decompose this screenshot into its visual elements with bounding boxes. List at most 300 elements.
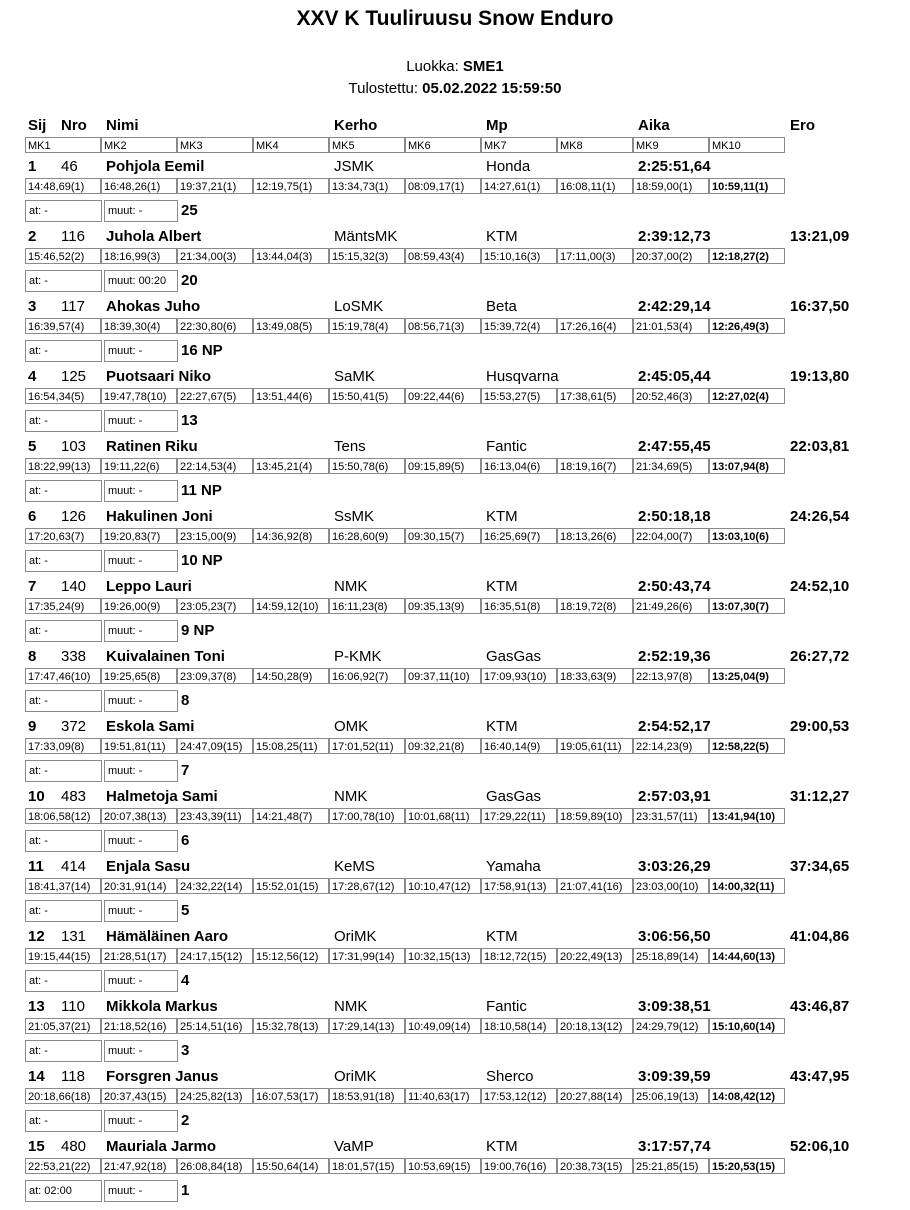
stage-time-cell: 16:08,11(1) — [557, 178, 633, 194]
rider-bike: KTM — [486, 508, 518, 525]
stage-time-cell: 14:50,28(9) — [253, 668, 329, 684]
rider-total-time: 2:50:43,74 — [638, 578, 711, 595]
stage-time-cell: 12:18,27(2) — [709, 248, 785, 264]
rider-bike: Sherco — [486, 1068, 534, 1085]
stage-time-cell: 14:59,12(10) — [253, 598, 329, 614]
rider-club: VaMP — [334, 1138, 374, 1155]
rider-position: 15 — [28, 1138, 45, 1155]
rider-bike: KTM — [486, 928, 518, 945]
stage-time-cell: 10:01,68(11) — [405, 808, 481, 824]
rider-total-time: 2:47:55,45 — [638, 438, 711, 455]
stage-time-cell: 15:19,78(4) — [329, 318, 405, 334]
rider-points: 9 NP — [181, 622, 215, 639]
stage-time-cell: 13:45,21(4) — [253, 458, 329, 474]
stage-time-cell: 15:46,52(2) — [25, 248, 101, 264]
rider-number: 118 — [61, 1068, 85, 1085]
stage-time-cell: 21:07,41(16) — [557, 878, 633, 894]
rider-gap: 13:21,09 — [790, 228, 850, 245]
rider-name: Juhola Albert — [106, 228, 202, 245]
stage-time-cell: 14:48,69(1) — [25, 178, 101, 194]
stage-time-cell: 24:25,82(13) — [177, 1088, 253, 1104]
rider-gap: 43:47,95 — [790, 1068, 850, 1085]
stage-time-cell: 18:33,63(9) — [557, 668, 633, 684]
rider-gap: 16:37,50 — [790, 298, 850, 315]
rider-name: Mauriala Jarmo — [106, 1138, 217, 1155]
stage-time-cell: 20:18,66(18) — [25, 1088, 101, 1104]
stage-time-cell: 11:40,63(17) — [405, 1088, 481, 1104]
penalty-other-box: muut: 00:20 — [104, 270, 178, 292]
rider-name: Mikkola Markus — [106, 998, 218, 1015]
rider-position: 13 — [28, 998, 45, 1015]
rider-points: 2 — [181, 1112, 190, 1129]
stage-time-cell: 24:17,15(12) — [177, 948, 253, 964]
stage-time-cell: 18:01,57(15) — [329, 1158, 405, 1174]
rider-name: Kuivalainen Toni — [106, 648, 225, 665]
stage-time-cell: 18:12,72(15) — [481, 948, 557, 964]
penalty-at-box: at: - — [25, 550, 102, 572]
stage-time-cell: 09:32,21(8) — [405, 738, 481, 754]
stage-time-cell: 14:21,48(7) — [253, 808, 329, 824]
rider-row — [0, 718, 910, 788]
penalty-other-box: muut: - — [104, 690, 178, 712]
rider-position: 1 — [28, 158, 37, 175]
stage-time-cell: 10:53,69(15) — [405, 1158, 481, 1174]
stage-time-cell: 16:06,92(7) — [329, 668, 405, 684]
rider-number: 414 — [61, 858, 87, 875]
rider-position: 5 — [28, 438, 37, 455]
stage-time-cell: 25:18,89(14) — [633, 948, 709, 964]
rider-gap: 26:27,72 — [790, 648, 850, 665]
stage-time-cell: 25:06,19(13) — [633, 1088, 709, 1104]
stage-time-cell: 25:14,51(16) — [177, 1018, 253, 1034]
rider-total-time: 2:42:29,14 — [638, 298, 711, 315]
stage-time-cell: 20:38,73(15) — [557, 1158, 633, 1174]
stage-time-cell: 15:52,01(15) — [253, 878, 329, 894]
stage-time-cell: 18:53,91(18) — [329, 1088, 405, 1104]
stage-header-cell: MK3 — [177, 137, 253, 153]
rider-total-time: 2:52:19,36 — [638, 648, 711, 665]
rider-row — [0, 578, 910, 648]
class-label: Luokka: — [406, 58, 459, 75]
stage-time-cell: 17:35,24(9) — [25, 598, 101, 614]
rider-gap: 22:03,81 — [790, 438, 850, 455]
rider-club: NMK — [334, 788, 368, 805]
stage-time-cell: 17:00,78(10) — [329, 808, 405, 824]
rider-bike: KTM — [486, 578, 518, 595]
rider-total-time: 2:25:51,64 — [638, 158, 711, 175]
rider-bike: Honda — [486, 158, 531, 175]
rider-position: 2 — [28, 228, 37, 245]
stage-time-cell: 16:13,04(6) — [481, 458, 557, 474]
rider-number: 131 — [61, 928, 87, 945]
rider-club: JSMK — [334, 158, 375, 175]
rider-row — [0, 438, 910, 508]
rider-name: Ratinen Riku — [106, 438, 198, 455]
rider-row — [0, 1138, 910, 1208]
stage-time-cell: 19:00,76(16) — [481, 1158, 557, 1174]
rider-points: 7 — [181, 762, 190, 779]
penalty-other-box: muut: - — [104, 760, 178, 782]
rider-club: NMK — [334, 998, 368, 1015]
stage-time-cell: 12:26,49(3) — [709, 318, 785, 334]
rider-row — [0, 298, 910, 368]
stage-time-cell: 18:19,16(7) — [557, 458, 633, 474]
stage-time-cell: 19:37,21(1) — [177, 178, 253, 194]
rider-points: 16 NP — [181, 342, 223, 359]
rider-bike: KTM — [486, 228, 518, 245]
stage-time-cell: 17:53,12(12) — [481, 1088, 557, 1104]
stage-time-cell: 13:25,04(9) — [709, 668, 785, 684]
stage-time-cell: 23:43,39(11) — [177, 808, 253, 824]
rider-gap: 41:04,86 — [790, 928, 850, 945]
rider-row — [0, 368, 910, 438]
stage-time-cell: 18:41,37(14) — [25, 878, 101, 894]
stage-header-cell: MK9 — [633, 137, 709, 153]
rider-bike: KTM — [486, 718, 518, 735]
stage-time-cell: 21:01,53(4) — [633, 318, 709, 334]
rider-total-time: 2:57:03,91 — [638, 788, 711, 805]
stage-time-cell: 12:58,22(5) — [709, 738, 785, 754]
rider-club: KeMS — [334, 858, 375, 875]
stage-time-cell: 08:09,17(1) — [405, 178, 481, 194]
stage-time-cell: 10:10,47(12) — [405, 878, 481, 894]
stage-time-cell: 19:05,61(11) — [557, 738, 633, 754]
stage-time-cell: 17:38,61(5) — [557, 388, 633, 404]
rider-number: 116 — [61, 228, 85, 245]
header-mp: Mp — [486, 117, 508, 134]
stage-time-cell: 16:40,14(9) — [481, 738, 557, 754]
rider-points: 6 — [181, 832, 190, 849]
rider-points: 3 — [181, 1042, 190, 1059]
stage-time-cell: 17:29,14(13) — [329, 1018, 405, 1034]
rider-club: OriMK — [334, 928, 377, 945]
rider-number: 338 — [61, 648, 87, 665]
rider-name: Halmetoja Sami — [106, 788, 218, 805]
penalty-at-box: at: - — [25, 690, 102, 712]
stage-time-cell: 16:48,26(1) — [101, 178, 177, 194]
stage-time-cell: 21:49,26(6) — [633, 598, 709, 614]
rider-row — [0, 858, 910, 928]
penalty-at-box: at: - — [25, 830, 102, 852]
stage-time-cell: 21:05,37(21) — [25, 1018, 101, 1034]
rider-club: P-KMK — [334, 648, 382, 665]
stage-time-cell: 23:15,00(9) — [177, 528, 253, 544]
penalty-at-box: at: - — [25, 340, 102, 362]
stage-time-cell: 15:50,78(6) — [329, 458, 405, 474]
rider-name: Ahokas Juho — [106, 298, 201, 315]
stage-time-cell: 20:22,49(13) — [557, 948, 633, 964]
rider-position: 9 — [28, 718, 37, 735]
rider-bike: Husqvarna — [486, 368, 559, 385]
stage-time-cell: 15:53,27(5) — [481, 388, 557, 404]
stage-time-cell: 14:00,32(11) — [709, 878, 785, 894]
penalty-at-box: at: - — [25, 410, 102, 432]
stage-time-cell: 19:51,81(11) — [101, 738, 177, 754]
penalty-other-box: muut: - — [104, 900, 178, 922]
stage-time-cell: 10:49,09(14) — [405, 1018, 481, 1034]
rider-gap: 24:26,54 — [790, 508, 850, 525]
stage-header-cell: MK5 — [329, 137, 405, 153]
stage-time-cell: 17:20,63(7) — [25, 528, 101, 544]
stage-time-cell: 15:12,56(12) — [253, 948, 329, 964]
rider-points: 10 NP — [181, 552, 223, 569]
stage-time-cell: 12:27,02(4) — [709, 388, 785, 404]
rider-name: Hämäläinen Aaro — [106, 928, 228, 945]
rider-number: 483 — [61, 788, 87, 805]
stage-time-cell: 16:54,34(5) — [25, 388, 101, 404]
penalty-at-box: at: - — [25, 480, 102, 502]
penalty-other-box: muut: - — [104, 340, 178, 362]
stage-time-cell: 21:34,00(3) — [177, 248, 253, 264]
stage-time-cell: 20:31,91(14) — [101, 878, 177, 894]
class-line — [0, 58, 910, 75]
stage-time-cell: 19:47,78(10) — [101, 388, 177, 404]
stage-time-cell: 24:29,79(12) — [633, 1018, 709, 1034]
rider-row — [0, 1068, 910, 1138]
penalty-at-box: at: - — [25, 270, 102, 292]
rider-bike: Fantic — [486, 438, 527, 455]
penalty-at-box: at: - — [25, 200, 102, 222]
rider-club: NMK — [334, 578, 368, 595]
rider-points: 4 — [181, 972, 190, 989]
stage-time-cell: 18:13,26(6) — [557, 528, 633, 544]
stage-time-cell: 24:47,09(15) — [177, 738, 253, 754]
penalty-other-box: muut: - — [104, 550, 178, 572]
rider-position: 10 — [28, 788, 45, 805]
printed-line — [0, 80, 910, 97]
rider-row — [0, 508, 910, 578]
rider-bike: Yamaha — [486, 858, 541, 875]
stage-time-cell: 19:26,00(9) — [101, 598, 177, 614]
stage-time-cell: 17:11,00(3) — [557, 248, 633, 264]
stage-time-cell: 20:27,88(14) — [557, 1088, 633, 1104]
rider-points: 25 — [181, 202, 198, 219]
rider-total-time: 2:54:52,17 — [638, 718, 711, 735]
rider-total-time: 2:39:12,73 — [638, 228, 711, 245]
stage-time-cell: 21:28,51(17) — [101, 948, 177, 964]
rider-total-time: 2:45:05,44 — [638, 368, 711, 385]
rider-number: 480 — [61, 1138, 87, 1155]
rider-position: 3 — [28, 298, 37, 315]
stage-time-cell: 18:19,72(8) — [557, 598, 633, 614]
stage-time-cell: 22:13,97(8) — [633, 668, 709, 684]
stage-header-cell: MK4 — [253, 137, 329, 153]
stage-time-cell: 16:07,53(17) — [253, 1088, 329, 1104]
stage-time-cell: 17:33,09(8) — [25, 738, 101, 754]
rider-total-time: 3:17:57,74 — [638, 1138, 711, 1155]
stage-time-cell: 15:10,16(3) — [481, 248, 557, 264]
rider-name: Eskola Sami — [106, 718, 195, 735]
stage-time-cell: 19:15,44(15) — [25, 948, 101, 964]
penalty-other-box: muut: - — [104, 620, 178, 642]
printed-label: Tulostettu: — [348, 80, 418, 97]
penalty-at-box: at: - — [25, 620, 102, 642]
stage-time-cell: 17:09,93(10) — [481, 668, 557, 684]
stage-time-cell: 18:16,99(3) — [101, 248, 177, 264]
rider-position: 8 — [28, 648, 37, 665]
rider-gap: 29:00,53 — [790, 718, 850, 735]
rider-total-time: 3:03:26,29 — [638, 858, 711, 875]
stage-time-cell: 15:10,60(14) — [709, 1018, 785, 1034]
stage-time-cell: 13:41,94(10) — [709, 808, 785, 824]
stage-header-cell: MK10 — [709, 137, 785, 153]
stage-time-cell: 13:34,73(1) — [329, 178, 405, 194]
printed-value: 05.02.2022 15:59:50 — [422, 80, 562, 97]
rider-row — [0, 928, 910, 998]
stage-time-cell: 21:47,92(18) — [101, 1158, 177, 1174]
rider-number: 140 — [61, 578, 87, 595]
rider-gap: 24:52,10 — [790, 578, 850, 595]
rider-position: 11 — [28, 858, 44, 875]
rider-name: Puotsaari Niko — [106, 368, 212, 385]
rider-club: OMK — [334, 718, 369, 735]
stage-time-cell: 16:11,23(8) — [329, 598, 405, 614]
stage-time-cell: 14:36,92(8) — [253, 528, 329, 544]
rider-position: 14 — [28, 1068, 45, 1085]
stage-header-cell: MK1 — [25, 137, 101, 153]
stage-time-cell: 22:27,67(5) — [177, 388, 253, 404]
penalty-other-box: muut: - — [104, 1180, 178, 1202]
rider-name: Pohjola Eemil — [106, 158, 205, 175]
stage-header-cell: MK2 — [101, 137, 177, 153]
stage-header-row — [25, 137, 805, 157]
header-ero: Ero — [790, 117, 816, 134]
rider-bike: GasGas — [486, 648, 542, 665]
rider-name: Leppo Lauri — [106, 578, 192, 595]
rider-row — [0, 158, 910, 228]
stage-time-cell: 15:32,78(13) — [253, 1018, 329, 1034]
stage-time-cell: 20:18,13(12) — [557, 1018, 633, 1034]
rider-points: 13 — [181, 412, 198, 429]
rider-points: 8 — [181, 692, 190, 709]
rider-bike: Fantic — [486, 998, 527, 1015]
rider-points: 5 — [181, 902, 190, 919]
stage-time-cell: 18:59,00(1) — [633, 178, 709, 194]
penalty-other-box: muut: - — [104, 480, 178, 502]
stage-time-cell: 13:07,94(8) — [709, 458, 785, 474]
stage-time-cell: 13:51,44(6) — [253, 388, 329, 404]
stage-time-cell: 09:15,89(5) — [405, 458, 481, 474]
stage-time-cell: 23:03,00(10) — [633, 878, 709, 894]
stage-time-cell: 14:44,60(13) — [709, 948, 785, 964]
stage-time-cell: 16:25,69(7) — [481, 528, 557, 544]
rider-gap: 43:46,87 — [790, 998, 850, 1015]
rider-total-time: 3:09:38,51 — [638, 998, 711, 1015]
rider-club: LoSMK — [334, 298, 384, 315]
stage-time-cell: 17:01,52(11) — [329, 738, 405, 754]
rider-points: 1 — [181, 1182, 190, 1199]
stage-time-cell: 15:20,53(15) — [709, 1158, 785, 1174]
header-nro: Nro — [61, 117, 87, 134]
stage-time-cell: 10:59,11(1) — [709, 178, 785, 194]
rider-row — [0, 228, 910, 298]
rider-number: 103 — [61, 438, 87, 455]
header-aika: Aika — [638, 117, 670, 134]
rider-points: 11 NP — [181, 482, 222, 499]
rider-gap: 52:06,10 — [790, 1138, 850, 1155]
rider-number: 46 — [61, 158, 78, 175]
stage-time-cell: 23:09,37(8) — [177, 668, 253, 684]
stage-time-cell: 08:56,71(3) — [405, 318, 481, 334]
rider-club: OriMK — [334, 1068, 377, 1085]
penalty-other-box: muut: - — [104, 970, 178, 992]
stage-time-cell: 18:10,58(14) — [481, 1018, 557, 1034]
rider-number: 126 — [61, 508, 87, 525]
stage-time-cell: 20:37,43(15) — [101, 1088, 177, 1104]
penalty-at-box: at: - — [25, 1110, 102, 1132]
rider-row — [0, 648, 910, 718]
stage-time-cell: 16:35,51(8) — [481, 598, 557, 614]
stage-header-cell: MK7 — [481, 137, 557, 153]
stage-time-cell: 22:53,21(22) — [25, 1158, 101, 1174]
stage-time-cell: 23:31,57(11) — [633, 808, 709, 824]
stage-time-cell: 09:35,13(9) — [405, 598, 481, 614]
stage-time-cell: 20:52,46(3) — [633, 388, 709, 404]
stage-time-cell: 17:47,46(10) — [25, 668, 101, 684]
rider-bike: GasGas — [486, 788, 542, 805]
stage-time-cell: 13:03,10(6) — [709, 528, 785, 544]
stage-time-cell: 22:04,00(7) — [633, 528, 709, 544]
penalty-at-box: at: - — [25, 970, 102, 992]
rider-position: 4 — [28, 368, 37, 385]
stage-time-cell: 09:30,15(7) — [405, 528, 481, 544]
stage-time-cell: 25:21,85(15) — [633, 1158, 709, 1174]
rider-number: 372 — [61, 718, 87, 735]
stage-time-cell: 17:28,67(12) — [329, 878, 405, 894]
rider-gap: 37:34,65 — [790, 858, 850, 875]
stage-time-cell: 26:08,84(18) — [177, 1158, 253, 1174]
stage-time-cell: 17:26,16(4) — [557, 318, 633, 334]
stage-time-cell: 13:49,08(5) — [253, 318, 329, 334]
stage-time-cell: 22:30,80(6) — [177, 318, 253, 334]
penalty-at-box: at: - — [25, 760, 102, 782]
rider-club: SsMK — [334, 508, 375, 525]
stage-header-cell: MK6 — [405, 137, 481, 153]
rider-points: 20 — [181, 272, 198, 289]
stage-time-cell: 14:08,42(12) — [709, 1088, 785, 1104]
stage-time-cell: 17:29,22(11) — [481, 808, 557, 824]
stage-time-cell: 24:32,22(14) — [177, 878, 253, 894]
page-title: XXV K Tuuliruusu Snow Enduro — [296, 7, 614, 30]
penalty-other-box: muut: - — [104, 830, 178, 852]
stage-time-cell: 19:20,83(7) — [101, 528, 177, 544]
rider-club: SaMK — [334, 368, 375, 385]
penalty-at-box: at: 02:00 — [25, 1180, 102, 1202]
header-kerho: Kerho — [334, 117, 378, 134]
rider-total-time: 3:06:56,50 — [638, 928, 711, 945]
stage-time-cell: 18:59,89(10) — [557, 808, 633, 824]
penalty-at-box: at: - — [25, 900, 102, 922]
stage-header-cell: MK8 — [557, 137, 633, 153]
penalty-other-box: muut: - — [104, 200, 178, 222]
stage-time-cell: 16:39,57(4) — [25, 318, 101, 334]
stage-time-cell: 08:59,43(4) — [405, 248, 481, 264]
stage-time-cell: 10:32,15(13) — [405, 948, 481, 964]
rider-club: Tens — [334, 438, 366, 455]
stage-time-cell: 18:39,30(4) — [101, 318, 177, 334]
stage-time-cell: 13:44,04(3) — [253, 248, 329, 264]
rider-name: Enjala Sasu — [106, 858, 191, 875]
penalty-other-box: muut: - — [104, 1040, 178, 1062]
stage-time-cell: 15:15,32(3) — [329, 248, 405, 264]
stage-time-cell: 19:25,65(8) — [101, 668, 177, 684]
stage-time-cell: 15:50,41(5) — [329, 388, 405, 404]
rider-name: Forsgren Janus — [106, 1068, 219, 1085]
rider-total-time: 3:09:39,59 — [638, 1068, 711, 1085]
rider-row — [0, 788, 910, 858]
stage-time-cell: 20:37,00(2) — [633, 248, 709, 264]
rider-gap: 31:12,27 — [790, 788, 850, 805]
